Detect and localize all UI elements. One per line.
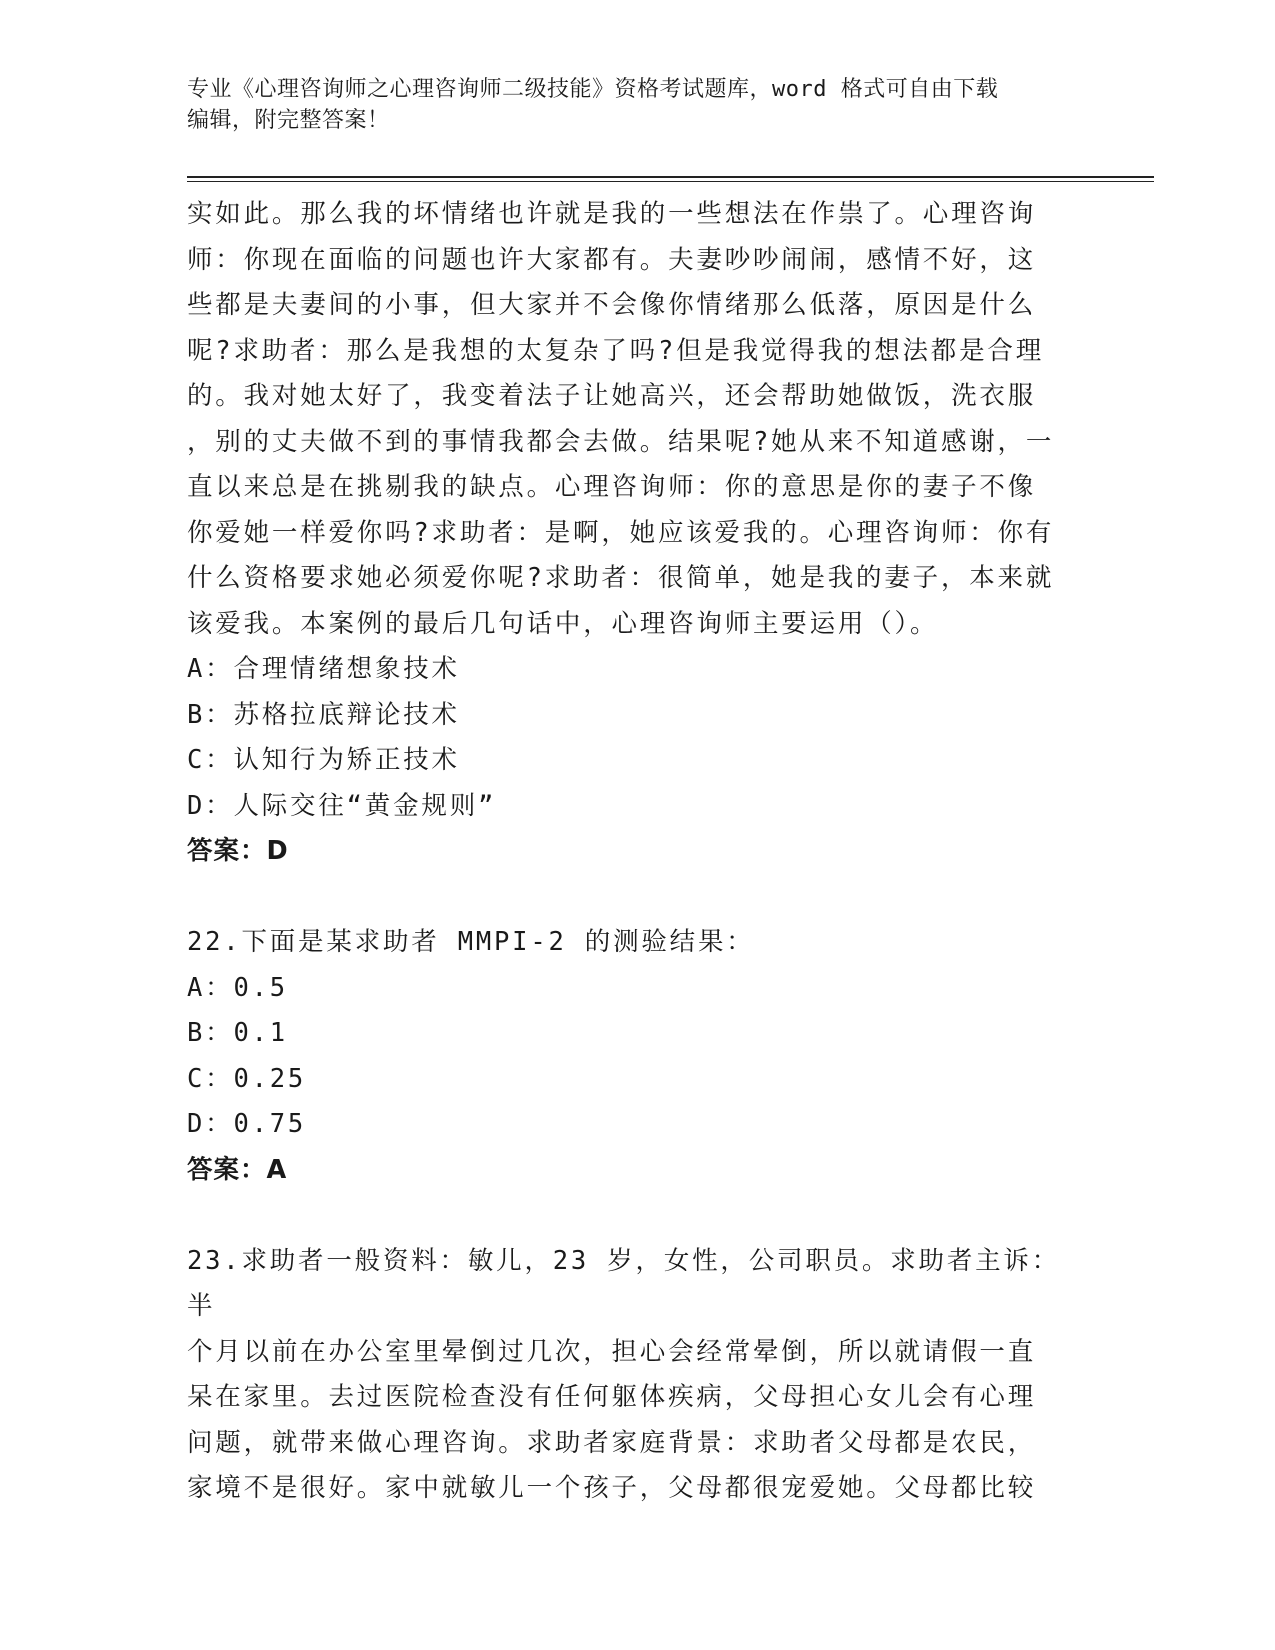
option-c: C：0.25 bbox=[187, 1063, 307, 1094]
text-line: 实如此。那么我的坏情绪也许就是我的一些想法在作祟了。心理咨询 bbox=[187, 199, 1037, 229]
document-body bbox=[187, 192, 1087, 1512]
text-line: 个月以前在办公室里晕倒过几次，担心会经常晕倒，所以就请假一直 bbox=[187, 1336, 1037, 1367]
option-d: D：0.75 bbox=[187, 1109, 307, 1139]
spacer bbox=[187, 875, 1087, 921]
option-b: B：0.1 bbox=[187, 1018, 288, 1048]
spacer bbox=[187, 1193, 1087, 1239]
text-line: 的。我对她太好了，我变着法子让她高兴，还会帮助她做饭，洗衣服 bbox=[187, 381, 1037, 411]
text-line: 23.求助者一般资料：敏儿，23 岁，女性，公司职员。求助者主诉：半 bbox=[187, 1245, 1061, 1321]
page-header bbox=[187, 74, 1067, 136]
text-line: 呢?求助者：那么是我想的太复杂了吗?但是我觉得我的想法都是合理 bbox=[187, 335, 1045, 366]
text-line: 问题，就带来做心理咨询。求助者家庭背景：求助者父母都是农民， bbox=[187, 1427, 1037, 1458]
option-a: A：0.5 bbox=[187, 972, 288, 1003]
question-23-text bbox=[187, 1239, 1087, 1512]
question-22-stem: 22.下面是某求助者 MMPI-2 的测验结果： bbox=[187, 927, 755, 957]
text-line: ，别的丈夫做不到的事情我都会去做。结果呢?她从来不知道感谢，一 bbox=[187, 426, 1055, 457]
text-line: 你爱她一样爱你吗?求助者：是啊，她应该爱我的。心理咨询师：你有 bbox=[187, 517, 1055, 548]
option-d: D：人际交往“黄金规则” bbox=[187, 790, 497, 821]
text-line: 直以来总是在挑剔我的缺点。心理咨询师：你的意思是你的妻子不像 bbox=[187, 472, 1037, 502]
answer-22: 答案：A bbox=[187, 1154, 288, 1185]
question-22 bbox=[187, 920, 1087, 1193]
option-c: C：认知行为矫正技术 bbox=[187, 745, 460, 775]
text-line: 些都是夫妻间的小事，但大家并不会像你情绪那么低落，原因是什么 bbox=[187, 290, 1037, 320]
text-line: 呆在家里。去过医院检查没有任何躯体疾病，父母担心女儿会有心理 bbox=[187, 1382, 1037, 1412]
text-line: 家境不是很好。家中就敏儿一个孩子，父母都很宠爱她。父母都比较 bbox=[187, 1473, 1037, 1503]
question-23 bbox=[187, 1239, 1087, 1512]
header-line-1: 专业《心理咨询师之心理咨询师二级技能》资格考试题库，word 格式可自由下载 bbox=[187, 77, 999, 102]
option-b: B：苏格拉底辩论技术 bbox=[187, 699, 460, 730]
text-line: 该爱我。本案例的最后几句话中，心理咨询师主要运用（）。 bbox=[187, 608, 939, 639]
header-divider bbox=[187, 176, 1154, 182]
answer-21: 答案：D bbox=[187, 836, 289, 866]
text-line: 师：你现在面临的问题也许大家都有。夫妻吵吵闹闹，感情不好，这 bbox=[187, 244, 1037, 275]
text-line: 什么资格要求她必须爱你呢?求助者：很简单，她是我的妻子，本来就 bbox=[187, 563, 1055, 593]
question-21-continuation bbox=[187, 192, 1087, 875]
question-21-text bbox=[187, 192, 1087, 647]
option-a: A：合理情绪想象技术 bbox=[187, 654, 460, 684]
header-line-2: 编辑，附完整答案！ bbox=[187, 108, 390, 133]
